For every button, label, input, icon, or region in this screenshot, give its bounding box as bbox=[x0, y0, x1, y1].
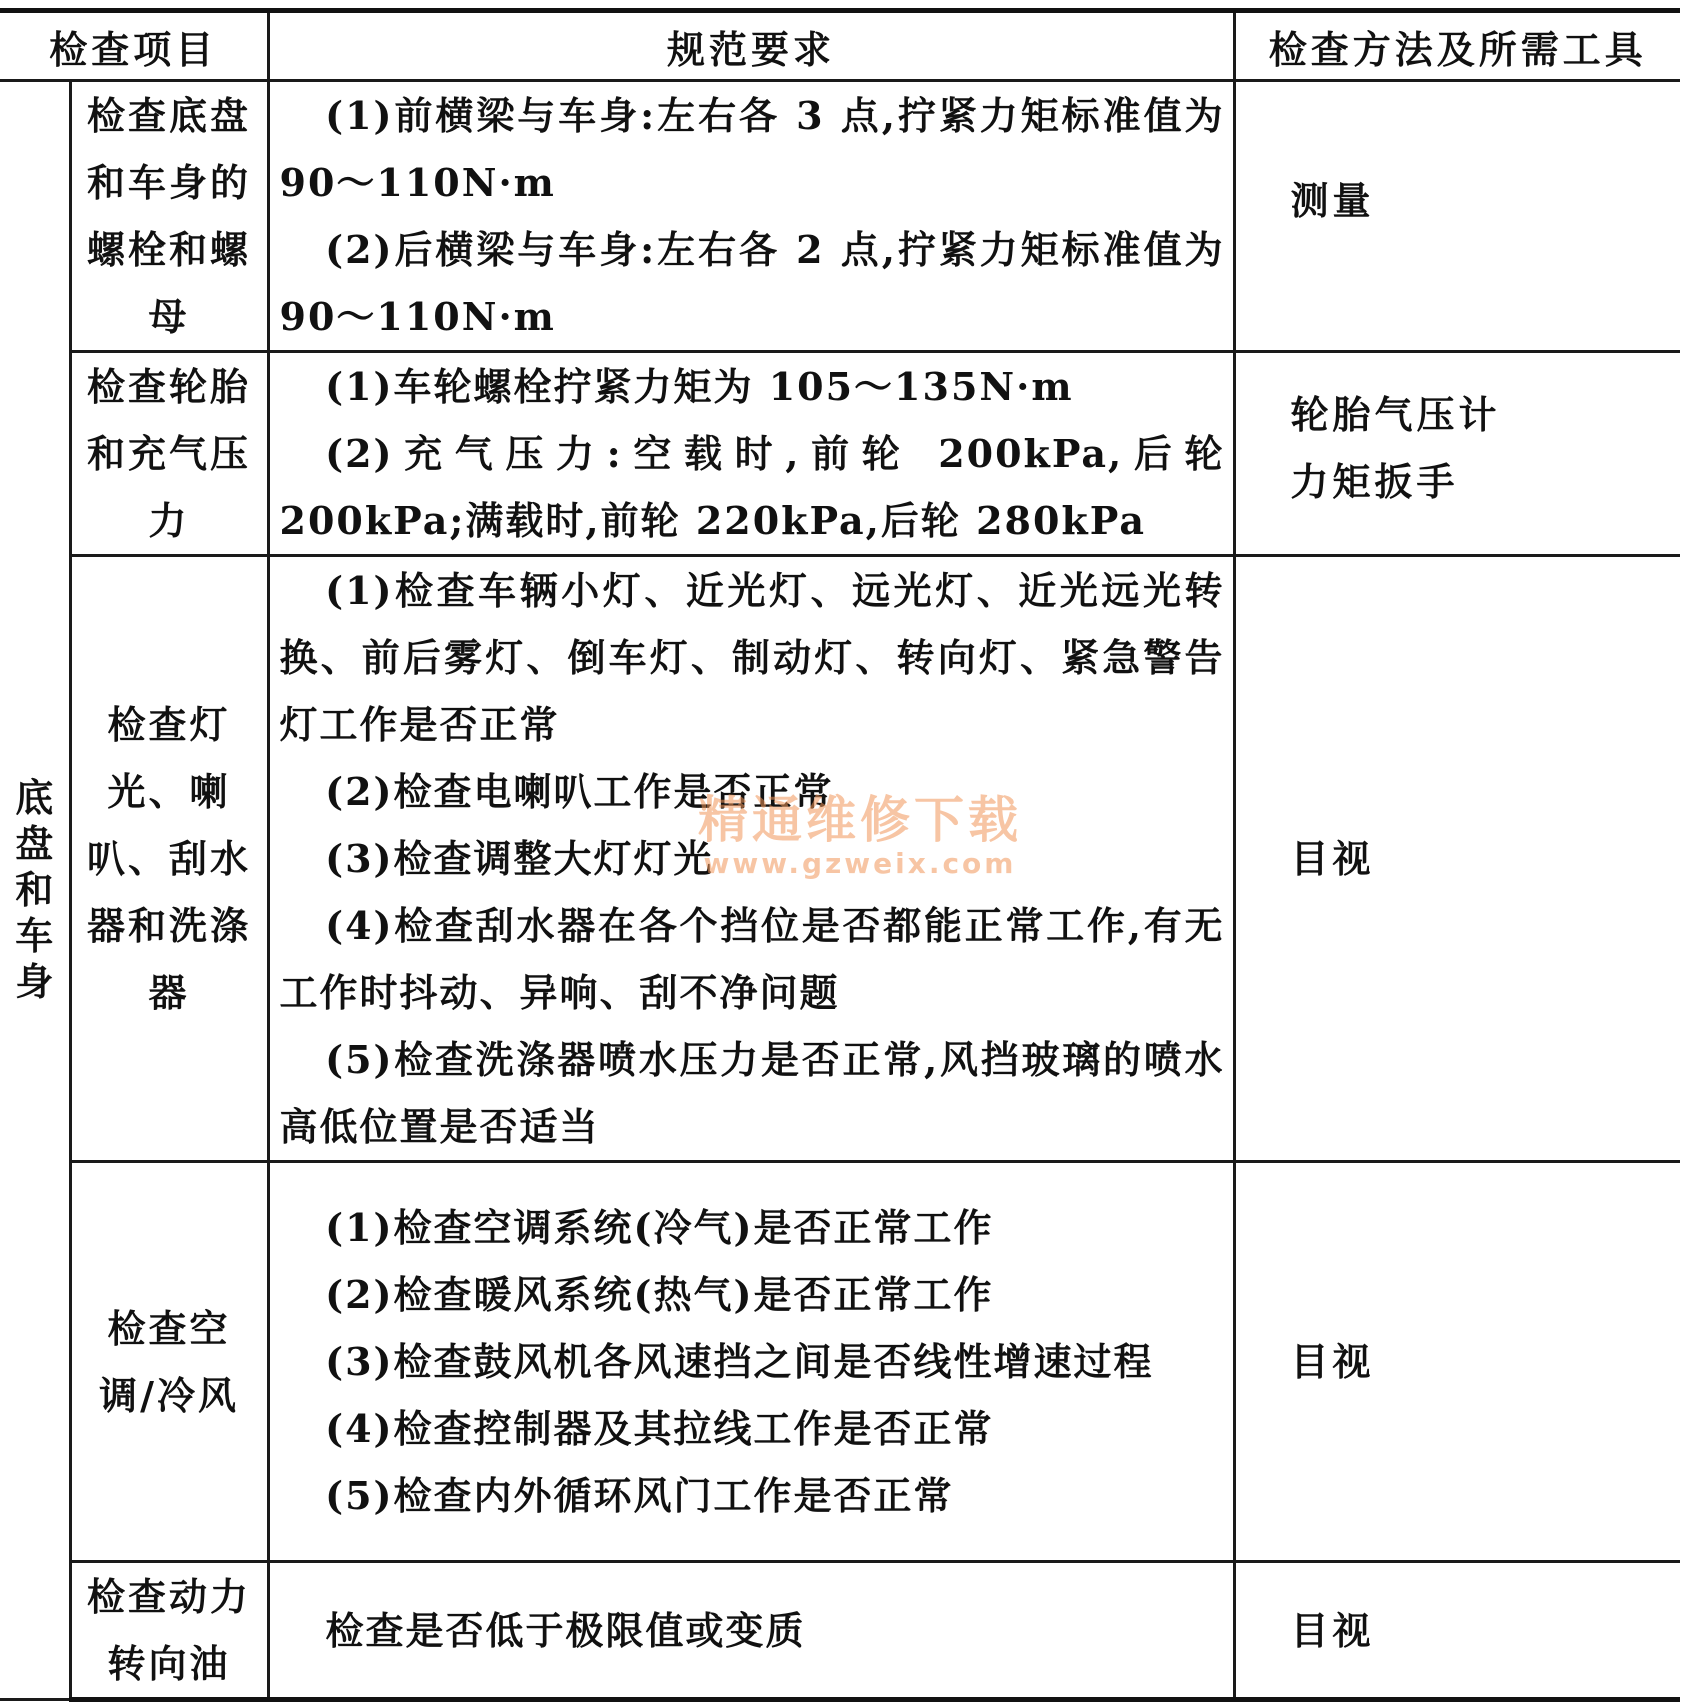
requirement-cell bbox=[268, 81, 1234, 352]
method-line: 轮胎气压计 bbox=[1290, 392, 1501, 437]
table-row bbox=[0, 556, 1680, 1162]
requirement-cell bbox=[268, 1562, 1234, 1700]
requirement-cell bbox=[268, 352, 1234, 556]
requirement-cell bbox=[268, 1162, 1234, 1562]
table-row bbox=[0, 1162, 1680, 1562]
header-method: 检查方法及所需工具 bbox=[1234, 11, 1680, 81]
item-cell: 检查轮胎和充气压力 bbox=[70, 352, 268, 556]
item-cell: 检查灯光、喇叭、刮水器和洗涤器 bbox=[70, 556, 268, 1162]
requirement-line: (2)充气压力:空载时,前轮 200kPa,后轮 200kPa;满载时,前轮 220kPa,后轮 280kPa bbox=[279, 431, 1225, 543]
method-line: 目视 bbox=[1290, 1339, 1375, 1384]
watermark-url: www.gzweix.com bbox=[703, 847, 1017, 880]
requirement-line: (2)后横梁与车身:左右各 2 点,拧紧力矩标准值为 90～110N·m bbox=[279, 227, 1225, 339]
method-line: 目视 bbox=[1290, 836, 1375, 881]
requirement-line: (2)检查电喇叭工作是否正常 bbox=[325, 769, 834, 814]
method-line: 测量 bbox=[1290, 178, 1375, 223]
requirement-line: (4)检查控制器及其拉线工作是否正常 bbox=[325, 1406, 994, 1451]
item-cell: 检查空调/冷风 bbox=[70, 1162, 268, 1562]
category-cell bbox=[0, 81, 70, 1700]
watermark-text: 精通维修下载 bbox=[698, 791, 1022, 849]
method-cell bbox=[1234, 1162, 1680, 1562]
requirement-line: (5)检查内外循环风门工作是否正常 bbox=[325, 1473, 954, 1518]
requirement-line: (1)检查空调系统(冷气)是否正常工作 bbox=[325, 1205, 994, 1250]
category-label: 底盘和车身 bbox=[15, 775, 54, 1004]
header-item: 检查项目 bbox=[0, 11, 268, 81]
inspection-table-sheet bbox=[0, 8, 1680, 1702]
method-cell bbox=[1234, 556, 1680, 1162]
requirement-line: 检查是否低于极限值或变质 bbox=[325, 1607, 806, 1653]
table-header-row bbox=[0, 11, 1680, 81]
table-row bbox=[0, 352, 1680, 556]
requirement-line: (5)检查洗涤器喷水压力是否正常,风挡玻璃的喷水高低位置是否适当 bbox=[279, 1037, 1225, 1149]
table-row bbox=[0, 81, 1680, 352]
item-cell: 检查底盘和车身的螺栓和螺母 bbox=[70, 81, 268, 352]
method-cell bbox=[1234, 81, 1680, 352]
requirement-line: (1)检查车辆小灯、近光灯、远光灯、近光远光转换、前后雾灯、倒车灯、制动灯、转向灯、紧急警告灯工作是否正常 bbox=[279, 568, 1225, 747]
table-row bbox=[0, 1562, 1680, 1700]
method-cell bbox=[1234, 1562, 1680, 1700]
requirement-line: (2)检查暖风系统(热气)是否正常工作 bbox=[325, 1272, 994, 1317]
method-line: 目视 bbox=[1290, 1607, 1375, 1653]
item-cell: 检查动力转向油 bbox=[70, 1562, 268, 1700]
requirement-line: (1)车轮螺栓拧紧力矩为 105～135N·m bbox=[325, 364, 1074, 409]
method-cell bbox=[1234, 352, 1680, 556]
requirement-line: (4)检查刮水器在各个挡位是否都能正常工作,有无工作时抖动、异响、刮不净问题 bbox=[279, 903, 1225, 1015]
requirement-line: (1)前横梁与车身:左右各 3 点,拧紧力矩标准值为 90～110N·m bbox=[279, 93, 1225, 205]
requirement-line: (3)检查调整大灯灯光 bbox=[325, 836, 714, 881]
header-requirement: 规范要求 bbox=[268, 11, 1234, 81]
inspection-table bbox=[0, 8, 1680, 1702]
requirement-cell bbox=[268, 556, 1234, 1162]
method-line: 力矩扳手 bbox=[1290, 459, 1459, 504]
requirement-line: (3)检查鼓风机各风速挡之间是否线性增速过程 bbox=[325, 1339, 1154, 1384]
